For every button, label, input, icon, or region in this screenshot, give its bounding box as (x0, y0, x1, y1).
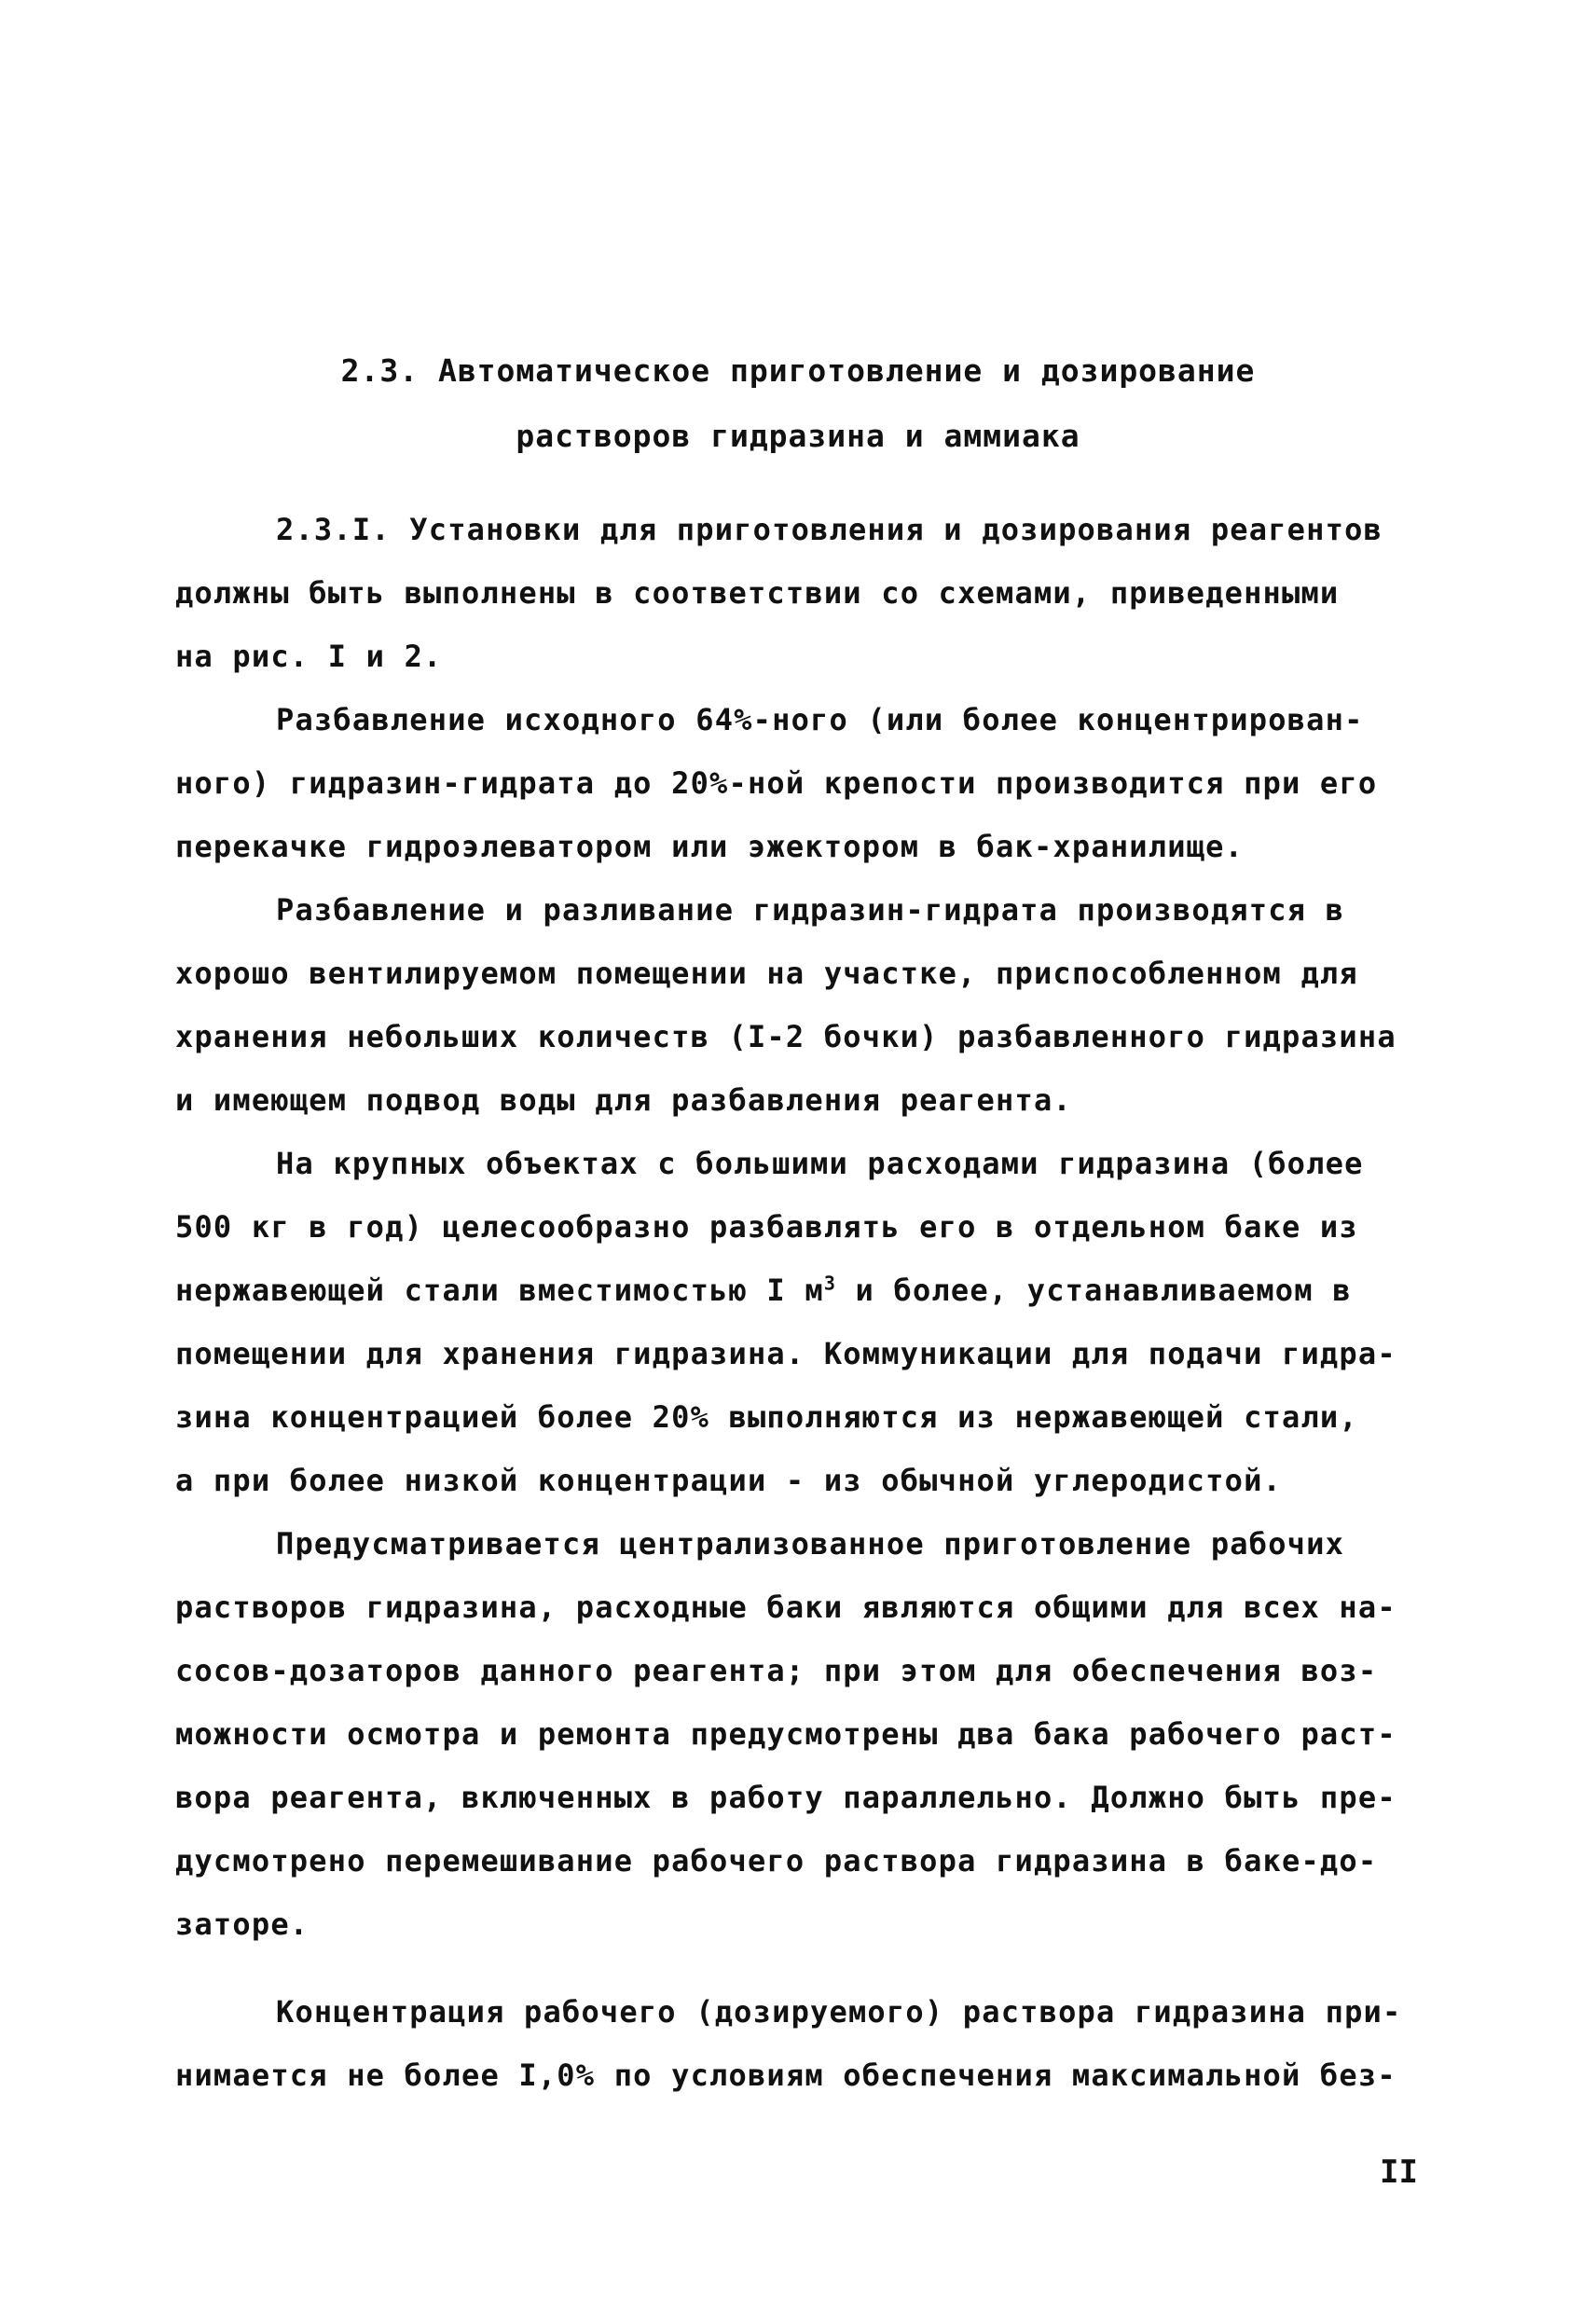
text-line: нимается не более I,0% по условиям обеспечения максимальной без- (175, 2057, 1396, 2093)
text-line: Концентрация рабочего (дозируемого) раствора гидразина при- (276, 1994, 1402, 2030)
text-line: Разбавление и разливание гидразин-гидрата производятся в (276, 892, 1345, 928)
section-title-line-2: растворов гидразина и аммиака (516, 418, 1080, 454)
text-line: сосов-дозаторов данного реагента; при этом для обеспечения воз- (175, 1653, 1378, 1688)
text-line: а при более низкой концентрации - из обычной углеродистой. (175, 1463, 1283, 1498)
superscript-cubic: 3 (823, 1272, 837, 1295)
text-line: вора реагента, включенных в работу параллельно. Должно быть пре- (175, 1780, 1396, 1815)
text-line: Предусматривается централизованное приготовление рабочих (276, 1526, 1345, 1562)
text-line: растворов гидразина, расходные баки являются общими для всех на- (175, 1590, 1396, 1625)
text-line: Разбавление исходного 64%-ного (или более концентрирован- (276, 702, 1364, 737)
text-line: зина концентрацией более 20% выполняются из нержавеющей стали, (175, 1399, 1358, 1435)
page-number: II (1380, 2154, 1418, 2191)
text-line: должны быть выполнены в соответствии со схемами, приведенными (175, 575, 1340, 611)
text-line: на рис. I и 2. (175, 639, 443, 674)
text-line: На крупных объектах с большими расходами гидразина (более (276, 1146, 1364, 1181)
text-line: 2.3.I. Установки для приготовления и дозирования реагентов (276, 512, 1383, 547)
text-segment: и более, устанавливаемом в (836, 1273, 1352, 1308)
text-line: хорошо вентилируемом помещении на участке, приспособленном для (175, 956, 1358, 991)
text-line: и имеющем подвод воды для разбавления реагента. (175, 1082, 1072, 1118)
text-line: можности осмотра и ремонта предусмотрены два бака рабочего раст- (175, 1716, 1396, 1752)
text-line: хранения небольших количеств (I-2 бочки) разбавленного гидразина (175, 1019, 1396, 1054)
text-line: помещении для хранения гидразина. Коммуникации для подачи гидра- (175, 1336, 1396, 1371)
text-line: ного) гидразин-гидрата до 20%-ной крепости производится при его (175, 765, 1378, 801)
section-title-line-1: 2.3. Автоматическое приготовление и дозирование (340, 352, 1256, 389)
text-segment: нержавеющей стали вместимостью I м (175, 1273, 824, 1308)
text-line: дусмотрено перемешивание рабочего раствора гидразина в баке-до- (175, 1843, 1378, 1878)
text-line: 500 кг в год) целесообразно разбавлять его в отдельном баке из (175, 1209, 1358, 1245)
text-line: перекачке гидроэлеватором или эжектором в бак-хранилище. (175, 829, 1245, 864)
text-line: заторе. (175, 1906, 310, 1942)
text-line-with-superscript (175, 1272, 1352, 1309)
